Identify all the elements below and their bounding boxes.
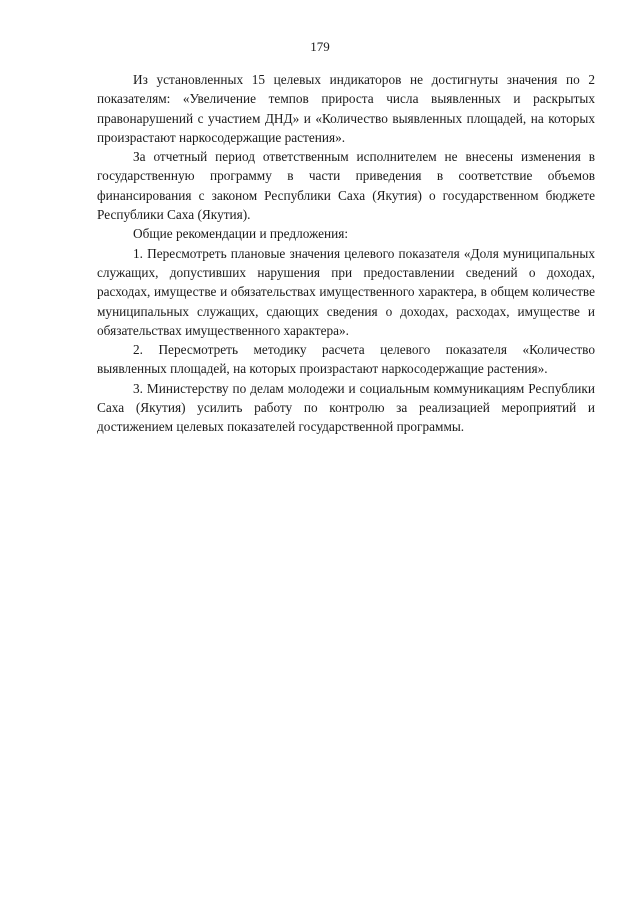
recommendation-item-3: 3. Министерству по делам молодежи и социальным коммуникациям Республики Саха (Якутия) усилить работу по контролю за реализацией мероприятий и достижением целевых показателей государственной программы.: [97, 380, 595, 435]
document-body: [97, 70, 595, 437]
recommendation-item-1: 1. Пересмотреть плановые значения целевого показателя «Доля муниципальных служащих, допустивших нарушения при предоставлении сведений о доходах, расходах, имуществе и обязательствах имущественного характера, в общем количестве муниципальных служащих, сдающих сведения о доходах, расходах, имуществе и обязательствах имущественного характера».: [97, 245, 595, 338]
page-number: 179: [310, 39, 330, 54]
recommendation-item-2: 2. Пересмотреть методику расчета целевого показателя «Количество выявленных площадей, на которых произрастают наркосодержащие растения».: [97, 342, 595, 377]
paragraph-indicators-not-achieved: Из установленных 15 целевых индикаторов не достигнуты значения по 2 показателям: «Увеличение темпов прироста числа выявленных и раскрытых правонарушений с участием ДНД» и «Количество выявленных площадей, на которых произрастают наркосодержащие растения».: [97, 72, 595, 145]
paragraph-no-changes-made: За отчетный период ответственным исполнителем не внесены изменения в государственную программу в части приведения в соответствие объемов финансирования с законом Республики Саха (Якутия) о государственном бюджете Республики Саха (Якутия).: [97, 149, 595, 223]
paragraph-recommendations-heading: Общие рекомендации и предложения:: [133, 226, 349, 242]
